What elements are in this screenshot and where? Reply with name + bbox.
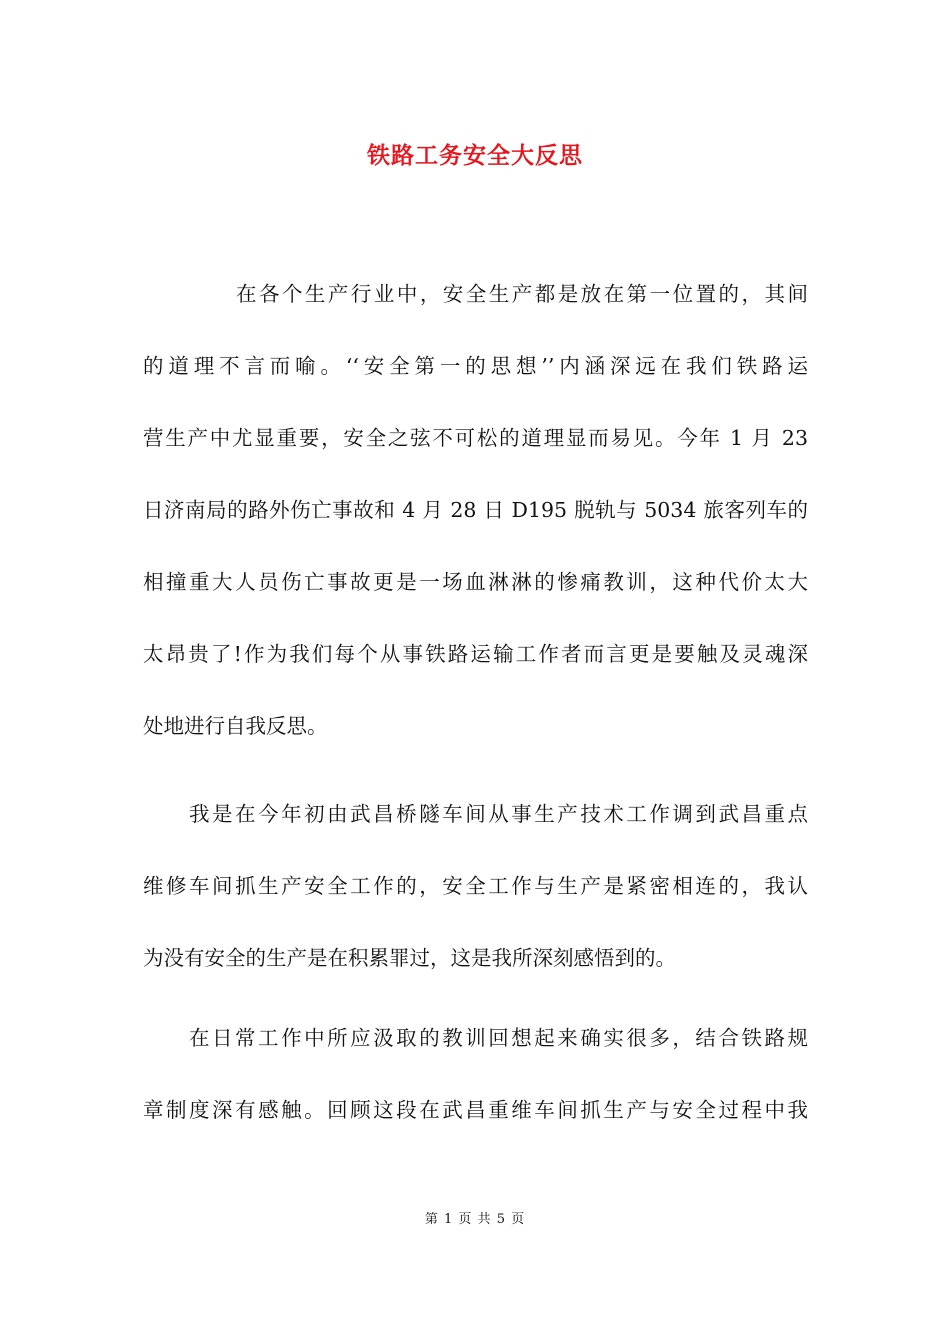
text-line: 我是在今年初由武昌桥隧车间从事生产技术工作调到武昌重点 bbox=[189, 802, 808, 826]
document-title: 铁路工务安全大反思 bbox=[367, 142, 583, 169]
text-line: 维修车间抓生产安全工作的，安全工作与生产是紧密相连的，我认 bbox=[143, 874, 808, 898]
text-line: 处地进行自我反思。 bbox=[143, 714, 328, 738]
text-line: 的道理不言而喻。‘‘安全第一的思想’’内涵深远在我们铁路运 bbox=[143, 354, 808, 378]
page-number-footer: 第 1 页 共 5 页 bbox=[424, 1212, 526, 1227]
text-line: 章制度深有感触。回顾这段在武昌重维车间抓生产与安全过程中我 bbox=[143, 1098, 808, 1122]
text-line: 相撞重大人员伤亡事故更是一场血淋淋的惨痛教训，这种代价太大 bbox=[143, 570, 808, 594]
text-line: 为没有安全的生产是在积累罪过，这是我所深刻感悟到的。 bbox=[143, 946, 676, 970]
text-line: 在各个生产行业中，安全生产都是放在第一位置的，其间 bbox=[236, 282, 808, 306]
text-line: 在日常工作中所应汲取的教训回想起来确实很多，结合铁路规 bbox=[189, 1026, 808, 1050]
text-line: 太昂贵了!作为我们每个从事铁路运输工作者而言更是要触及灵魂深 bbox=[143, 642, 808, 666]
text-line: 日济南局的路外伤亡事故和 4 月 28 日 D195 脱轨与 5034 旅客列车的 bbox=[143, 498, 808, 522]
text-line: 营生产中尤显重要，安全之弦不可松的道理显而易见。今年 1 月 23 bbox=[143, 426, 808, 450]
